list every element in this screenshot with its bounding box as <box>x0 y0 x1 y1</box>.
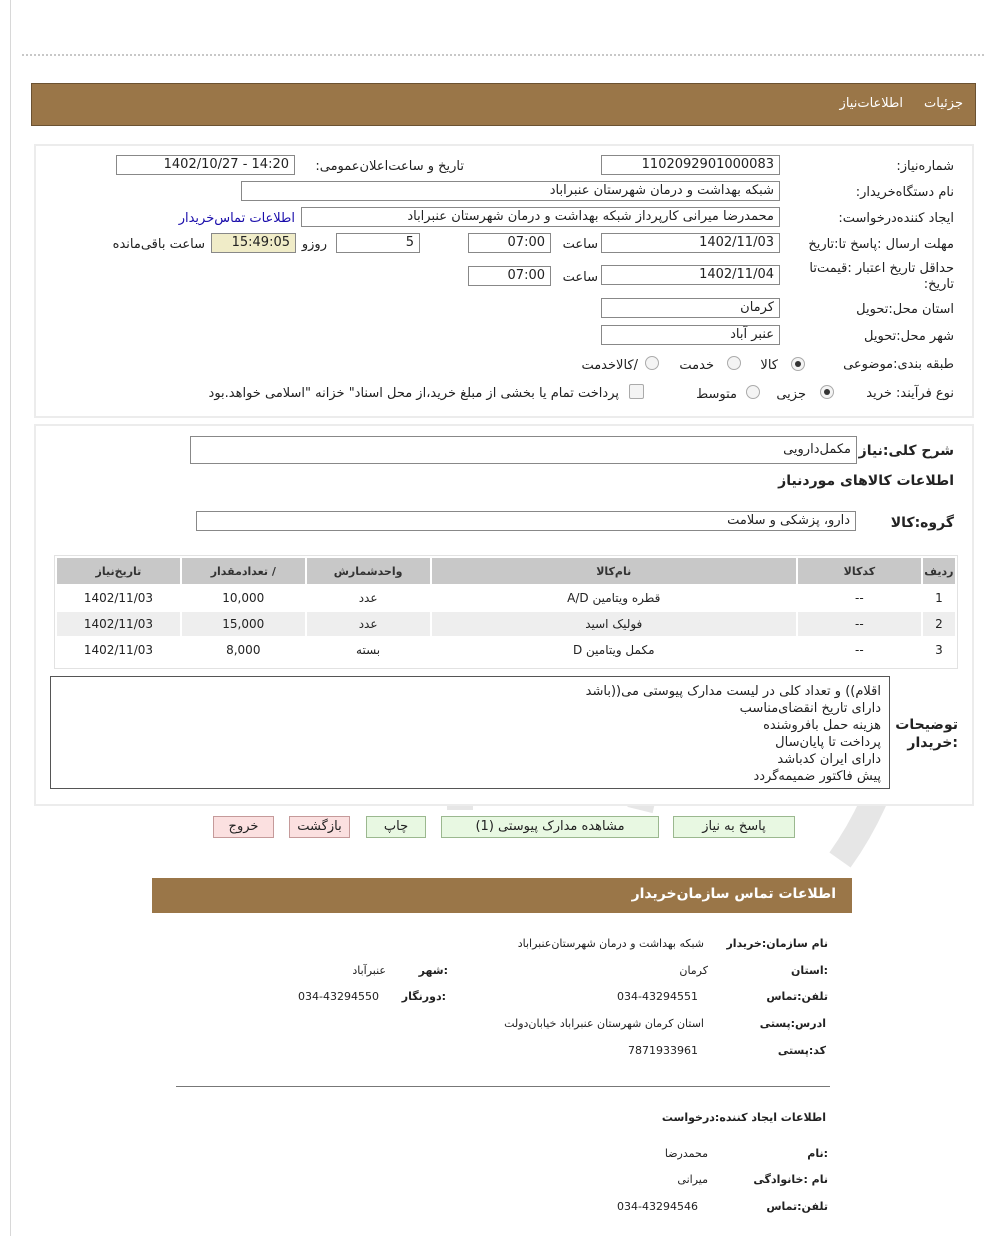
table-row <box>57 638 955 662</box>
address-value: استان کرمان شهرستان عنبراباد خیابان‌دولت <box>504 1017 704 1030</box>
buyer-field: شبکه بهداشت و درمان شهرستان عنبراباد <box>241 181 780 201</box>
remaining-label: ساعت باقی‌مانده <box>112 237 205 252</box>
contact-city-value: عنبرآباد <box>352 964 386 977</box>
category-label: طبقه بندی:موضوعی <box>843 357 954 372</box>
process-medium-radio[interactable] <box>746 385 760 399</box>
validity-time-field: 07:00 <box>468 266 551 286</box>
process-partial-label: جزیی <box>776 387 806 402</box>
announce-field: 1402/10/27 - 14:20 <box>116 155 295 175</box>
deadline-date-field: 1402/11/03 <box>601 233 780 253</box>
cell-unit: بسته <box>356 643 381 657</box>
deadline-time-label: ساعت <box>562 237 598 252</box>
payment-note: پرداخت تمام یا بخشی از مبلغ خرید،از محل اسناد" خزانه "اسلامی خواهد.بود <box>208 386 619 401</box>
creator-field: محمدرضا میرانی کارپرداز شبکه بهداشت و درمان شهرستان عنبراباد <box>301 207 780 227</box>
deadline-time-field: 07:00 <box>468 233 551 253</box>
creator-info-title: اطلاعات ایجاد کننده:درخواست <box>661 1111 826 1124</box>
contact-phone-value: 034-43294551 <box>617 990 698 1003</box>
cell-code: -- <box>855 591 864 605</box>
category-service-radio[interactable] <box>727 356 741 370</box>
contact-city-label: :شهر <box>418 964 448 977</box>
buyer-notes-box <box>50 676 890 789</box>
creator-phone-label: تلفن:تماس <box>766 1200 828 1213</box>
note-line: اقلام)) و تعداد کلی در لیست مدارک پیوستی می((باشد <box>585 684 881 699</box>
table-header-row <box>57 558 955 584</box>
address-label: ادرس:پستی <box>759 1017 826 1030</box>
cell-row: 3 <box>935 643 943 657</box>
cell-code: -- <box>855 643 864 657</box>
reply-button[interactable]: پاسخ به نیاز <box>673 816 795 838</box>
note-line: پرداخت تا پایان‌سال <box>775 735 881 750</box>
cell-quantity: 10,000 <box>222 591 265 605</box>
process-medium-label: متوسط <box>696 387 737 402</box>
exit-button[interactable]: خروج <box>213 816 274 838</box>
validity-time-label: ساعت <box>562 270 598 285</box>
category-goods-radio[interactable] <box>791 357 805 371</box>
province-label: استان محل:تحویل <box>856 302 954 317</box>
col-row: ردیف <box>923 558 955 584</box>
col-quantity: / تعدادمقدار <box>182 558 305 584</box>
category-service-label: خدمت <box>679 358 714 373</box>
fax-label: :دورنگار <box>401 990 446 1003</box>
cell-code: -- <box>798 612 921 636</box>
contact-header-bar <box>152 878 852 913</box>
back-button[interactable]: بازگشت <box>289 816 350 838</box>
tab-details[interactable]: جزئیات <box>924 96 963 111</box>
note-line: دارای تاریخ انقضای‌مناسب <box>739 701 881 716</box>
days-field: 5 <box>336 233 420 253</box>
cell-date: 1402/11/03 <box>57 612 180 636</box>
creator-name-value: محمدرضا <box>664 1147 708 1160</box>
page-header-bar <box>31 83 976 126</box>
cell-date: 1402/11/03 <box>83 591 154 605</box>
announce-label: تاریخ و ساعت‌اعلان‌عمومی: <box>315 159 464 174</box>
note-line: پیش فاکتور ضمیمه‌گردد <box>753 769 881 784</box>
contact-province-value: کرمان <box>679 964 708 977</box>
payment-checkbox[interactable] <box>629 384 644 399</box>
page-left-border <box>10 0 11 1236</box>
description-label: شرح کلی:نیاز <box>858 443 954 459</box>
cell-date: 1402/11/03 <box>83 643 154 657</box>
tab-need-info[interactable]: اطلاعات‌نیاز <box>839 96 903 111</box>
creator-label: ایجاد کننده‌درخواست: <box>838 211 954 226</box>
validity-label: حداقل تاریخ اعتبار :قیمت‌تا تاریخ: <box>809 261 954 292</box>
process-partial-radio[interactable] <box>820 385 834 399</box>
top-dotted-divider <box>22 54 984 56</box>
note-line: دارای ایران کدباشد <box>777 752 881 767</box>
cell-quantity: 15,000 <box>182 612 305 636</box>
cell-row: 2 <box>923 612 955 636</box>
col-code: کدکالا <box>798 558 921 584</box>
creator-family-label: نام :خانوادگی <box>753 1173 828 1186</box>
goods-table-frame <box>54 555 958 669</box>
attachments-button[interactable]: مشاهده مدارک پیوستی (1) <box>441 816 659 838</box>
need-number-field: 1102092901000083 <box>601 155 780 175</box>
goods-group-field: دارو، پزشکی و سلامت <box>196 511 856 531</box>
print-button[interactable]: چاپ <box>366 816 426 838</box>
goods-group-label: گروه:کالا <box>890 515 954 531</box>
contact-phone-label: تلفن:تماس <box>766 990 828 1003</box>
buyer-notes-label: توضیحات :خریدار <box>895 717 958 751</box>
province-field: کرمان <box>601 298 780 318</box>
postal-value: 7871933961 <box>628 1044 698 1057</box>
creator-phone-value: 034-43294546 <box>617 1200 698 1213</box>
table-row <box>57 612 955 636</box>
cell-name: قطره ویتامین A/D <box>567 591 661 605</box>
cell-quantity: 8,000 <box>226 643 261 657</box>
remaining-timer: 15:49:05 <box>211 233 296 253</box>
col-unit: واحدشمارش <box>307 558 430 584</box>
goods-info-title: اطلاعات کالاهای موردنیاز <box>778 473 954 489</box>
city-label: شهر محل:تحویل <box>864 329 954 344</box>
category-both-radio[interactable] <box>645 356 659 370</box>
col-name: نام‌کالا <box>432 558 796 584</box>
contact-divider <box>176 1086 830 1087</box>
buyer-label: نام دستگاه‌خریدار: <box>855 185 954 200</box>
goods-table <box>55 556 957 664</box>
creator-family-value: میرانی <box>677 1173 708 1186</box>
cell-row: 1 <box>935 591 943 605</box>
validity-date-field: 1402/11/04 <box>601 265 780 285</box>
cell-unit: عدد <box>307 612 430 636</box>
need-number-label: شماره‌نیاز: <box>896 159 954 174</box>
postal-label: کد:پستی <box>777 1044 826 1057</box>
cell-name: فولیک اسید <box>432 612 796 636</box>
days-label: روزو <box>301 237 327 252</box>
cell-unit: عدد <box>358 591 378 605</box>
creator-name-label: :نام <box>807 1147 828 1160</box>
note-line: هزینه حمل بافروشنده <box>763 718 881 733</box>
category-both-label: /کالاخدمت <box>581 358 638 373</box>
process-label: نوع فرآیند: خرید <box>866 386 954 401</box>
contact-province-label: :استان <box>791 964 828 977</box>
cell-name: مکمل ویتامین D <box>572 643 655 657</box>
fax-value: 034-43294550 <box>298 990 379 1003</box>
buyer-contact-link[interactable]: اطلاعات تماس‌خریدار <box>178 211 295 226</box>
description-field: مکمل‌دارویی <box>190 436 857 464</box>
city-field: عنبر آباد <box>601 325 780 345</box>
col-date: تاریخ‌نیاز <box>57 558 180 584</box>
category-goods-label: کالا <box>760 358 778 373</box>
table-row <box>57 586 955 610</box>
contact-title: اطلاعات تماس سازمان‌خریدار <box>631 886 836 902</box>
org-label: نام سازمان:خریدار <box>726 937 828 950</box>
deadline-label: مهلت ارسال :پاسخ تا:تاریخ <box>808 237 954 252</box>
org-value: شبکه بهداشت و درمان شهرستان‌عنبراباد <box>517 937 704 950</box>
